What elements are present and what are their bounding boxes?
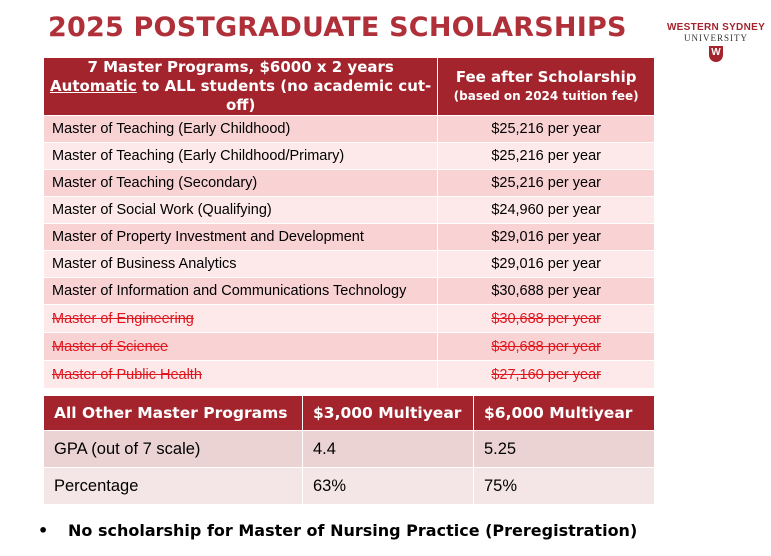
table-row	[44, 278, 654, 305]
university-logo	[666, 22, 766, 62]
scholarship-fee-table	[44, 58, 654, 388]
program-name: Master of Science	[44, 333, 438, 361]
header-fee	[438, 58, 654, 116]
program-name: Master of Property Investment and Development	[44, 224, 438, 251]
criterion-label: Percentage	[44, 468, 303, 505]
criterion-label: GPA (out of 7 scale)	[44, 431, 303, 468]
table-row	[44, 197, 654, 224]
header-programs	[44, 58, 438, 116]
table-row	[44, 251, 654, 278]
program-name: Master of Engineering	[44, 305, 438, 333]
program-name: Master of Teaching (Secondary)	[44, 170, 438, 197]
header-automatic: Automatic	[50, 77, 137, 95]
criterion-6000: 75%	[474, 468, 655, 505]
table-row	[44, 431, 654, 468]
program-fee: $27,160 per year	[438, 361, 654, 389]
program-name: Master of Teaching (Early Childhood/Primary)	[44, 143, 438, 170]
program-fee: $25,216 per year	[438, 143, 654, 170]
program-fee: $30,688 per year	[438, 305, 654, 333]
header-6000: $6,000 Multiyear	[474, 396, 655, 431]
header-fee-line1: Fee after Scholarship	[455, 67, 637, 86]
table-row	[44, 116, 654, 143]
footnote	[38, 521, 637, 540]
program-fee: $30,688 per year	[438, 278, 654, 305]
criterion-6000: 5.25	[474, 431, 655, 468]
header-programs-line2	[44, 77, 437, 115]
footnote-text: No scholarship for Master of Nursing Practice (Preregistration)	[68, 521, 638, 540]
header-other-programs: All Other Master Programs	[44, 396, 303, 431]
logo-line1: WESTERN SYDNEY	[666, 22, 766, 33]
program-fee: $30,688 per year	[438, 333, 654, 361]
gpa-threshold-table	[44, 396, 654, 504]
program-name: Master of Teaching (Early Childhood)	[44, 116, 438, 143]
program-name: Master of Business Analytics	[44, 251, 438, 278]
program-name: Master of Public Health	[44, 361, 438, 389]
header-fee-line2: (based on 2024 tuition fee)	[453, 88, 639, 103]
table-row	[44, 468, 654, 505]
table-row-discontinued	[44, 305, 654, 333]
table-row	[44, 143, 654, 170]
header-automatic-rest: to ALL students (no academic cut-off)	[136, 77, 432, 114]
program-fee: $24,960 per year	[438, 197, 654, 224]
program-name: Master of Social Work (Qualifying)	[44, 197, 438, 224]
criterion-3000: 63%	[303, 468, 474, 505]
table-row-discontinued	[44, 333, 654, 361]
criterion-3000: 4.4	[303, 431, 474, 468]
header-3000: $3,000 Multiyear	[303, 396, 474, 431]
page-title: 2025 POSTGRADUATE SCHOLARSHIPS	[48, 12, 627, 43]
table-row	[44, 170, 654, 197]
table-row	[44, 224, 654, 251]
program-fee: $29,016 per year	[438, 224, 654, 251]
program-fee: $25,216 per year	[438, 116, 654, 143]
logo-line2: UNIVERSITY	[684, 33, 748, 43]
bullet-icon: •	[38, 521, 49, 540]
program-name: Master of Information and Communications Technology	[44, 278, 438, 305]
program-fee: $29,016 per year	[438, 251, 654, 278]
program-fee: $25,216 per year	[438, 170, 654, 197]
table-row-discontinued	[44, 361, 654, 389]
table-header-row	[44, 58, 654, 116]
table-header-row	[44, 396, 654, 431]
header-programs-line1: 7 Master Programs, $6000 x 2 years	[87, 58, 394, 76]
shield-icon: W	[709, 46, 723, 62]
